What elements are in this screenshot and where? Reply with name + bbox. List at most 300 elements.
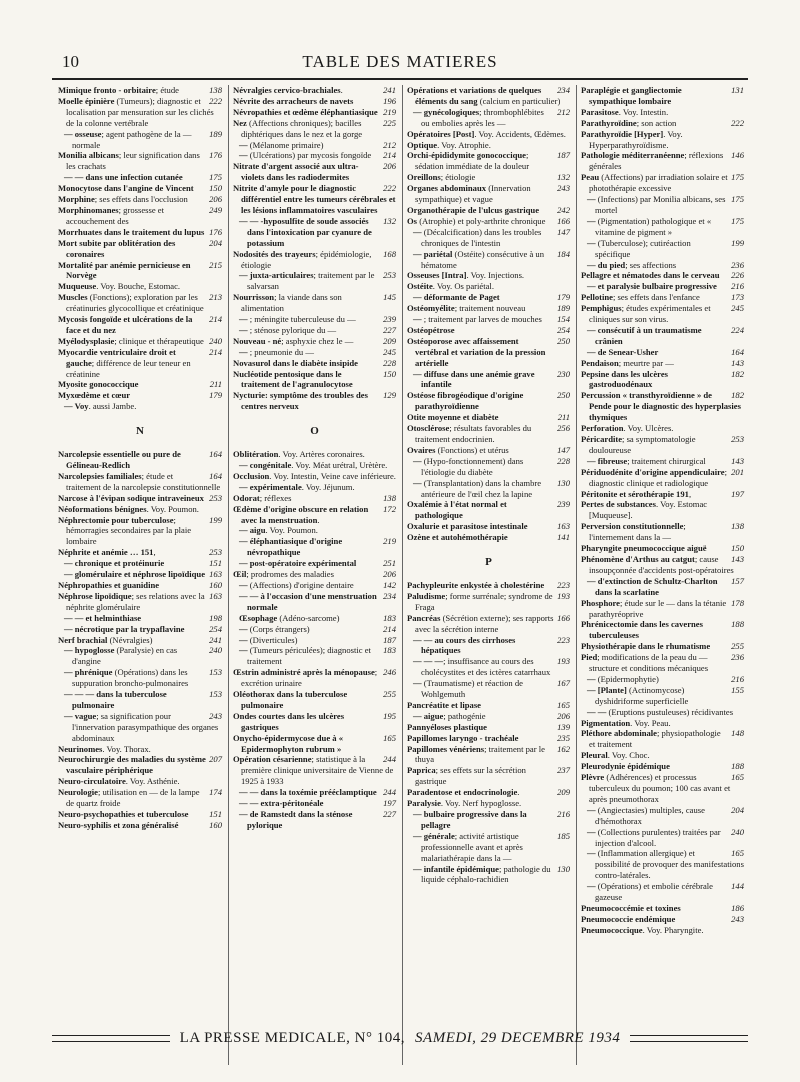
index-entry <box>233 85 396 96</box>
index-entry <box>407 249 570 271</box>
index-entry <box>581 499 744 521</box>
entry-text: — (Diverticules) <box>239 634 298 645</box>
index-entry <box>407 765 570 787</box>
page-ref: 146 <box>731 150 744 161</box>
index-entry <box>581 238 744 260</box>
page-ref: 241 <box>209 634 222 645</box>
entry-text: — bulbaire progressive dans la pellagre <box>413 809 527 830</box>
index-entry <box>58 129 222 151</box>
index-entry <box>407 521 570 532</box>
page-ref: 132 <box>557 172 570 183</box>
index-entry <box>58 401 222 412</box>
footer-date: SAMEDI, 29 DECEMBRE 1934 <box>415 1030 621 1046</box>
index-entry <box>581 772 744 805</box>
index-entry <box>58 238 222 260</box>
page-ref: 193 <box>557 656 570 667</box>
entry-text: Myosite gonococcique <box>58 379 139 390</box>
page-ref: 131 <box>731 85 744 95</box>
index-entry <box>581 805 744 827</box>
entry-text: Oxalurie et parasitose intestinale <box>407 521 528 532</box>
page-ref: 172 <box>383 503 396 514</box>
entry-text: — (Mélanome primaire) <box>239 139 324 150</box>
index-column-1 <box>54 85 228 1065</box>
entry-text: — de Ramstedt dans la sténose pylorique <box>239 809 353 830</box>
page-ref: 163 <box>209 590 222 601</box>
page-ref: 182 <box>731 368 744 379</box>
index-entry <box>233 140 396 151</box>
index-entry <box>58 336 222 347</box>
section-letter: N <box>136 425 144 438</box>
index-entry <box>233 325 396 336</box>
index-entry <box>58 635 222 646</box>
page-ref: 254 <box>557 324 570 335</box>
entry-text: Odorat; réflexes <box>233 492 292 503</box>
entry-text: Pendaison; meurtre par — <box>581 357 674 368</box>
entry-text: Percussion « transthyroïdienne » de Pende pour le diagnostic des hyperplasies thymiques <box>581 390 741 423</box>
page-ref: 219 <box>383 536 396 547</box>
page-ref: 250 <box>557 335 570 346</box>
index-entry <box>233 482 396 493</box>
page-ref: 225 <box>383 117 396 128</box>
entry-text: Os (Atrophie) et poly-arthrite chronique <box>407 215 546 226</box>
page-ref: 253 <box>209 492 222 503</box>
entry-text: Monilia albicans; leur signification dans les crachats <box>58 150 200 172</box>
index-entry <box>58 292 222 314</box>
page-ref: 240 <box>209 335 222 346</box>
entry-text: Morrhuates dans le traitement du lupus <box>58 226 205 237</box>
page-ref: 193 <box>557 590 570 601</box>
index-entry <box>407 150 570 172</box>
page-ref: 239 <box>557 499 570 510</box>
page-ref: 189 <box>557 303 570 314</box>
page-ref: 153 <box>209 667 222 678</box>
entry-text: Pharyngite pneumococcique aiguë <box>581 543 707 554</box>
index-entry <box>58 613 222 624</box>
entry-text: Pathologie méditerranéenne; réflexions générales <box>581 150 724 172</box>
index-entry <box>233 689 396 711</box>
entry-text: Mortalité par anémie pernicieuse en Norvège <box>58 259 191 281</box>
page-ref: 222 <box>383 183 396 194</box>
entry-text: — (Transplantation) dans la chambre antérieure de l'œil chez la lapine <box>413 477 542 499</box>
index-entry <box>581 598 744 620</box>
index-column-2 <box>228 85 402 1065</box>
entry-text: Nodosités des trayeurs; épidémiologie, étiologie <box>233 248 372 270</box>
entry-text: Paludisme; forme surrénale; syndrome de Fraga <box>407 590 553 612</box>
index-entry <box>233 183 396 216</box>
page-ref: 227 <box>383 809 396 819</box>
page-ref: 139 <box>557 721 570 732</box>
entry-text: Nycturie: symptôme des troubles des centres nerveux <box>233 390 368 412</box>
page-ref: 212 <box>383 139 396 150</box>
entry-text: Narcolepsies familiales; étude et traitement de la narcolepsie constitutionnelle <box>58 470 221 492</box>
index-entry <box>58 667 222 689</box>
page-ref: 130 <box>557 477 570 488</box>
index-entry <box>581 641 744 652</box>
entry-text: Otite moyenne et diabète <box>407 412 499 423</box>
index-entry <box>58 194 222 205</box>
index-entry <box>581 576 744 598</box>
entry-text: — (Pigmentation) pathologique et « vitamine de pigment » <box>587 215 712 237</box>
entry-text: Nourrisson; la viande dans son alimentation <box>233 292 342 314</box>
entry-text: — juxta-articulaires; traitement par le salvarsan <box>239 270 375 292</box>
entry-text: Narcose à l'évipan sodique intraveineux <box>58 492 204 503</box>
entry-text: Nerf brachial (Névralgies) <box>58 634 153 645</box>
page-ref: 240 <box>209 645 222 656</box>
index-entry <box>581 390 744 423</box>
entry-text: — infantile épidémique; pathologie du liquide céphalo-rachidien <box>413 863 551 885</box>
entry-text: — (Epidermophytie) <box>587 673 659 684</box>
entry-text: Pneumococcémie et toxines <box>581 902 681 913</box>
index-entry <box>407 336 570 369</box>
entry-text: — (Opérations) et embolie cérébrale gazeuse <box>587 881 713 903</box>
entry-text: — ; traitement par larves de mouches <box>413 314 542 325</box>
index-entry <box>581 707 744 718</box>
page-ref: 222 <box>209 95 222 106</box>
entry-text: Papillomes vénériens; traitement par le thuya <box>407 743 545 765</box>
entry-text: — pariétal (Ostéite) consécutive à un hématome <box>413 248 545 270</box>
index-entry <box>407 281 570 292</box>
index-entry <box>407 711 570 722</box>
page-ref: 130 <box>557 863 570 874</box>
index-entry <box>407 635 570 657</box>
page-ref: 166 <box>557 612 570 623</box>
index-entry <box>581 303 744 325</box>
entry-text: — du pied; ses affections <box>587 259 677 270</box>
page-ref: 184 <box>557 248 570 259</box>
entry-text: Monocytose dans l'angine de Vincent <box>58 183 194 194</box>
index-entry <box>58 504 222 515</box>
index-entry <box>407 172 570 183</box>
index-entry <box>58 776 222 787</box>
entry-text: — (Affections) d'origine dentaire <box>239 579 354 590</box>
entry-text: Occlusion. Voy. Intestin, Veine cave inférieure. <box>233 470 396 481</box>
entry-text: — osseuse; agent pathogène de la — normale <box>64 128 192 150</box>
entry-text: Pachypleurite enkystée à cholestérine <box>407 579 545 590</box>
index-entry <box>581 325 744 347</box>
index-entry <box>58 547 222 558</box>
entry-text: Ozène et autohémothérapie <box>407 532 508 543</box>
index-entry <box>58 227 222 238</box>
page-ref: 243 <box>209 710 222 721</box>
page-ref: 239 <box>383 314 396 325</box>
page-ref: 197 <box>383 798 396 809</box>
page-ref: 141 <box>557 532 570 543</box>
index-entry <box>581 903 744 914</box>
entry-text: — ; méningite tuberculeuse du — <box>239 314 356 325</box>
entry-text: — — et helminthiase <box>64 612 142 623</box>
index-entry <box>58 314 222 336</box>
page-ref: 199 <box>209 514 222 525</box>
page-ref: 206 <box>383 161 396 172</box>
page-ref: 160 <box>209 579 222 590</box>
page-ref: 256 <box>557 423 570 434</box>
index-entry <box>407 183 570 205</box>
page-ref: 179 <box>209 390 222 401</box>
page-ref: 246 <box>383 667 396 678</box>
entry-text: Névropathies et œdème éléphantiasique <box>233 106 378 117</box>
index-entry <box>58 645 222 667</box>
index-entry <box>58 281 222 292</box>
index-entry <box>58 493 222 504</box>
entry-text: — consécutif à un traumatisme crânien <box>587 324 702 346</box>
entry-text: — éléphantiasique d'origine névropathique <box>239 536 343 558</box>
page-ref: 179 <box>557 292 570 303</box>
index-entry <box>233 369 396 391</box>
entry-text: Oxalémie à l'état normal et pathologique <box>407 499 507 521</box>
entry-text: Pancréas (Sécrétion externe); ses rapports avec la sécrétion interne <box>407 612 554 634</box>
index-entry <box>233 150 396 161</box>
entry-text: — (Corps étrangers) <box>239 623 310 634</box>
page-ref: 197 <box>731 488 744 499</box>
index-entry <box>581 652 744 674</box>
index-entry <box>581 281 744 292</box>
page-ref: 183 <box>383 612 396 623</box>
entry-text: Ostéopétrose <box>407 324 455 335</box>
index-entry <box>233 645 396 667</box>
entry-text: Phrénicectomie dans les cavernes tuberculeuses <box>581 619 703 641</box>
page-ref: 155 <box>731 684 744 695</box>
index-entry <box>233 347 396 358</box>
page-ref: 234 <box>557 85 570 95</box>
index-entry <box>581 750 744 761</box>
page-ref: 157 <box>731 575 744 586</box>
index-entry <box>581 194 744 216</box>
page-ref: 166 <box>557 215 570 226</box>
entry-text: — générale; activité artistique professionnelle avant et après malariathérapie dans la — <box>413 830 523 863</box>
index-entry <box>407 227 570 249</box>
entry-text: Nitrate d'argent associé aux ultra-violets dans les radiodermites <box>233 161 359 183</box>
index-entry <box>407 85 570 107</box>
index-entry <box>581 619 744 641</box>
page-ref: 145 <box>383 292 396 303</box>
index-entry <box>233 536 396 558</box>
index-entry <box>581 260 744 271</box>
page-ref: 165 <box>731 848 744 859</box>
index-entry <box>58 580 222 591</box>
entry-text: Muscles (Fonctions); exploration par les créatinuries glycocollique et créatinique <box>58 292 204 314</box>
entry-text: — — (Eruptions pustuleuses) récidivantes <box>587 706 734 717</box>
entry-text: Mort subite par oblitération des coronaires <box>58 237 176 259</box>
index-entry <box>58 172 222 183</box>
page-ref: 165 <box>731 772 744 783</box>
index-entry <box>58 260 222 282</box>
index-entry <box>233 624 396 635</box>
index-entry <box>581 434 744 456</box>
index-entry <box>58 205 222 227</box>
page-ref: 240 <box>731 826 744 837</box>
entry-text: — gynécologiques; thrombophlébites ou embolies après les — <box>413 106 544 128</box>
index-entry <box>233 591 396 613</box>
index-entry <box>581 554 744 576</box>
index-entry <box>581 358 744 369</box>
page-ref: 138 <box>383 492 396 503</box>
page-ref: 148 <box>731 728 744 739</box>
page-ref: 174 <box>209 787 222 798</box>
page-ref: 183 <box>383 645 396 656</box>
page-ref: 214 <box>209 346 222 357</box>
index-entry <box>407 831 570 864</box>
entry-text: Parasitose. Voy. Intestin. <box>581 106 669 117</box>
page-ref: 243 <box>557 183 570 194</box>
entry-text: Organes abdominaux (Innervation sympathique) et vague <box>407 183 531 205</box>
index-entry <box>58 390 222 401</box>
index-entry <box>581 85 744 107</box>
entry-text: Neuro-syphilis et zona généralisé <box>58 819 179 830</box>
entry-text: — (Tuberculose); cutiréaction spécifique <box>587 237 691 259</box>
index-entry <box>407 325 570 336</box>
entry-text: — Voy. aussi Jambe. <box>64 401 137 412</box>
index-entry <box>233 787 396 798</box>
page-footer <box>52 1030 748 1047</box>
page-ref: 253 <box>209 547 222 558</box>
entry-text: — (Traumatisme) et réaction de Wohlgemuth <box>413 678 523 700</box>
page-ref: 254 <box>209 623 222 634</box>
page-ref: 195 <box>383 710 396 721</box>
entry-text: Œstrin administré après la ménopause; excrétion urinaire <box>233 667 378 689</box>
page-ref: 164 <box>731 346 744 357</box>
entry-text: Myocardie ventriculaire droit et gauche; différence de leur teneur en créatinine <box>58 346 191 379</box>
page-ref: 187 <box>383 634 396 645</box>
entry-text: — phrénique (Opérations) dans les suppuration broncho-pulmonaires <box>64 667 189 689</box>
entry-text: Névrite des arracheurs de navets <box>233 95 354 106</box>
index-entry <box>58 515 222 548</box>
entry-text: Nez (Affections chroniques); bacilles diphtériques dans le nez et la gorge <box>233 117 363 139</box>
top-rule <box>52 78 748 80</box>
entry-text: Ostéomyélite; traitement nouveau <box>407 303 526 314</box>
entry-text: — fibreuse; traitement chirurgical <box>587 455 706 466</box>
entry-text: Œil; prodromes des maladies <box>233 569 334 580</box>
entry-text: Papillomes laryngo - trachéale <box>407 732 519 743</box>
entry-text: — diffuse dans une anémie grave infantile <box>413 368 535 390</box>
entry-text: Pancréatite et lipase <box>407 699 481 710</box>
footer-journal: LA PRESSE MEDICALE, N° 104, <box>179 1030 406 1046</box>
entry-text: Ondes courtes dans les ulcères gastriques <box>233 710 345 732</box>
index-entry <box>581 423 744 434</box>
page-ref: 241 <box>383 85 396 95</box>
entry-text: — (Infections) par Monilia albicans, ses mortel <box>587 194 726 215</box>
page-ref: 216 <box>731 673 744 684</box>
entry-text: Physiothérapie dans le rhumatisme <box>581 641 711 652</box>
entry-text: Phénomène d'Arthus au catgut; cause insoupçonnée d'accidents post-opératoires <box>581 553 734 575</box>
entry-text: Ostéite. Voy. Os pariétal. <box>407 281 494 292</box>
page-ref: 196 <box>383 95 396 106</box>
index-entry <box>581 674 744 685</box>
index-entry <box>407 700 570 711</box>
page-ref: 204 <box>731 804 744 815</box>
page-ref: 175 <box>731 194 744 205</box>
page-ref: 188 <box>731 761 744 772</box>
entry-text: Optique. Voy. Atrophie. <box>407 139 491 150</box>
index-entry <box>233 118 396 140</box>
entry-text: Pellotine; ses effets dans l'enfance <box>581 292 700 303</box>
index-entry <box>407 456 570 478</box>
entry-text: Neurologie; utilisation en — de la lampe de quartz froide <box>58 787 200 809</box>
page-ref: 228 <box>383 357 396 368</box>
index-entry <box>581 129 744 151</box>
page-ref: 167 <box>557 678 570 689</box>
entry-text: — (Angiectasies) multiples, cause d'hémothorax <box>587 804 705 826</box>
entry-text: Neurinomes. Voy. Thorax. <box>58 743 151 754</box>
index-entry <box>58 787 222 809</box>
entry-text: Nitrite d'amyle pour le diagnostic différentiel entre les tumeurs cérébrales et les lésions inflammatoires vasculaires <box>233 183 396 215</box>
index-entry <box>233 249 396 271</box>
entry-text: Onycho-épidermycose due à « Epidermophyton rubrum » <box>233 732 344 754</box>
section-letter: P <box>485 556 492 569</box>
page-ref: 142 <box>383 579 396 590</box>
page-ref: 173 <box>731 292 744 303</box>
entry-text: — — dans la toxémie prééclamptique <box>239 787 377 798</box>
index-entry <box>58 744 222 755</box>
page-ref: 163 <box>209 569 222 580</box>
entry-text: Pannyéloses plastique <box>407 721 487 732</box>
index-entry <box>233 314 396 325</box>
index-entry <box>407 656 570 678</box>
page-ref: 227 <box>383 324 396 335</box>
index-entry <box>233 493 396 504</box>
entry-text: Paprica; ses effets sur la sécrétion gastrique <box>407 765 526 787</box>
index-entry <box>407 107 570 129</box>
entry-text: Phosphore; étude sur le — dans la tétanie parathyréoprive <box>581 597 727 619</box>
entry-text: Pertes de substances. Voy. Estomac [Muqueuse]. <box>581 499 708 521</box>
entry-text: Oléothorax dans la tuberculose pulmonaire <box>233 689 348 710</box>
index-entry <box>407 205 570 216</box>
index-entry <box>407 580 570 591</box>
index-entry <box>407 499 570 521</box>
index-entry <box>581 543 744 554</box>
index-entry <box>581 685 744 707</box>
page-ref: 245 <box>731 303 744 314</box>
page-ref: 255 <box>731 641 744 652</box>
page-ref: 249 <box>209 204 222 215</box>
index-entry <box>581 728 744 750</box>
entry-text: — — à l'occasion d'une menstruation normale <box>239 590 377 612</box>
index-entry <box>581 521 744 543</box>
index-entry <box>581 107 744 118</box>
entry-text: Paradentose et endocrinologie. <box>407 787 520 798</box>
index-entry <box>58 150 222 172</box>
entry-text: Néphrose lipoïdique; ses relations avec la néphrite glomérulaire <box>58 590 205 612</box>
page-ref: 251 <box>383 558 396 569</box>
index-entry <box>233 358 396 369</box>
entry-text: Névralgies cervico-brachiales. <box>233 85 343 95</box>
index-entry <box>58 471 222 493</box>
entry-text: Parathyroïdie [Hyper]. Voy. Hyperparathyroïdisme. <box>581 128 683 150</box>
entry-text: Ostéose fibrogéodique d'origine parathyroïdienne <box>407 390 524 412</box>
page-ref: 129 <box>383 390 396 401</box>
page-ref: 226 <box>731 270 744 281</box>
page-ref: 175 <box>731 215 744 226</box>
page-ref: 165 <box>557 699 570 710</box>
entry-text: Nouveau - né; asphyxie chez le — <box>233 335 354 346</box>
page-ref: 201 <box>731 466 744 477</box>
index-entry <box>233 580 396 591</box>
page-ref: 211 <box>557 412 570 423</box>
index-entry <box>58 569 222 580</box>
entry-text: — congénitale. Voy. Méat urétral, Urètère. <box>239 460 388 470</box>
entry-text: — hypoglosse (Paralysie) en cas d'angine <box>64 645 178 667</box>
page-ref: 222 <box>731 117 744 128</box>
index-entry <box>407 314 570 325</box>
entry-text: — aigu. Voy. Poumon. <box>239 525 318 536</box>
entry-text: Mycosis fongoïde et ulcérations de la face et du nez <box>58 314 193 335</box>
entry-text: Orchi-épididymite gonococcique; sédation immédiate de la douleur <box>407 150 530 172</box>
entry-text: — vague; sa signification pour l'innervation parasympathique des organes abdominaux <box>64 710 219 743</box>
index-entry <box>233 754 396 787</box>
page-ref: 175 <box>209 172 222 183</box>
entry-text: Pneumococcique. Voy. Pharyngite. <box>581 924 704 935</box>
page-ref: 244 <box>383 787 396 798</box>
page-ref: 236 <box>731 652 744 663</box>
